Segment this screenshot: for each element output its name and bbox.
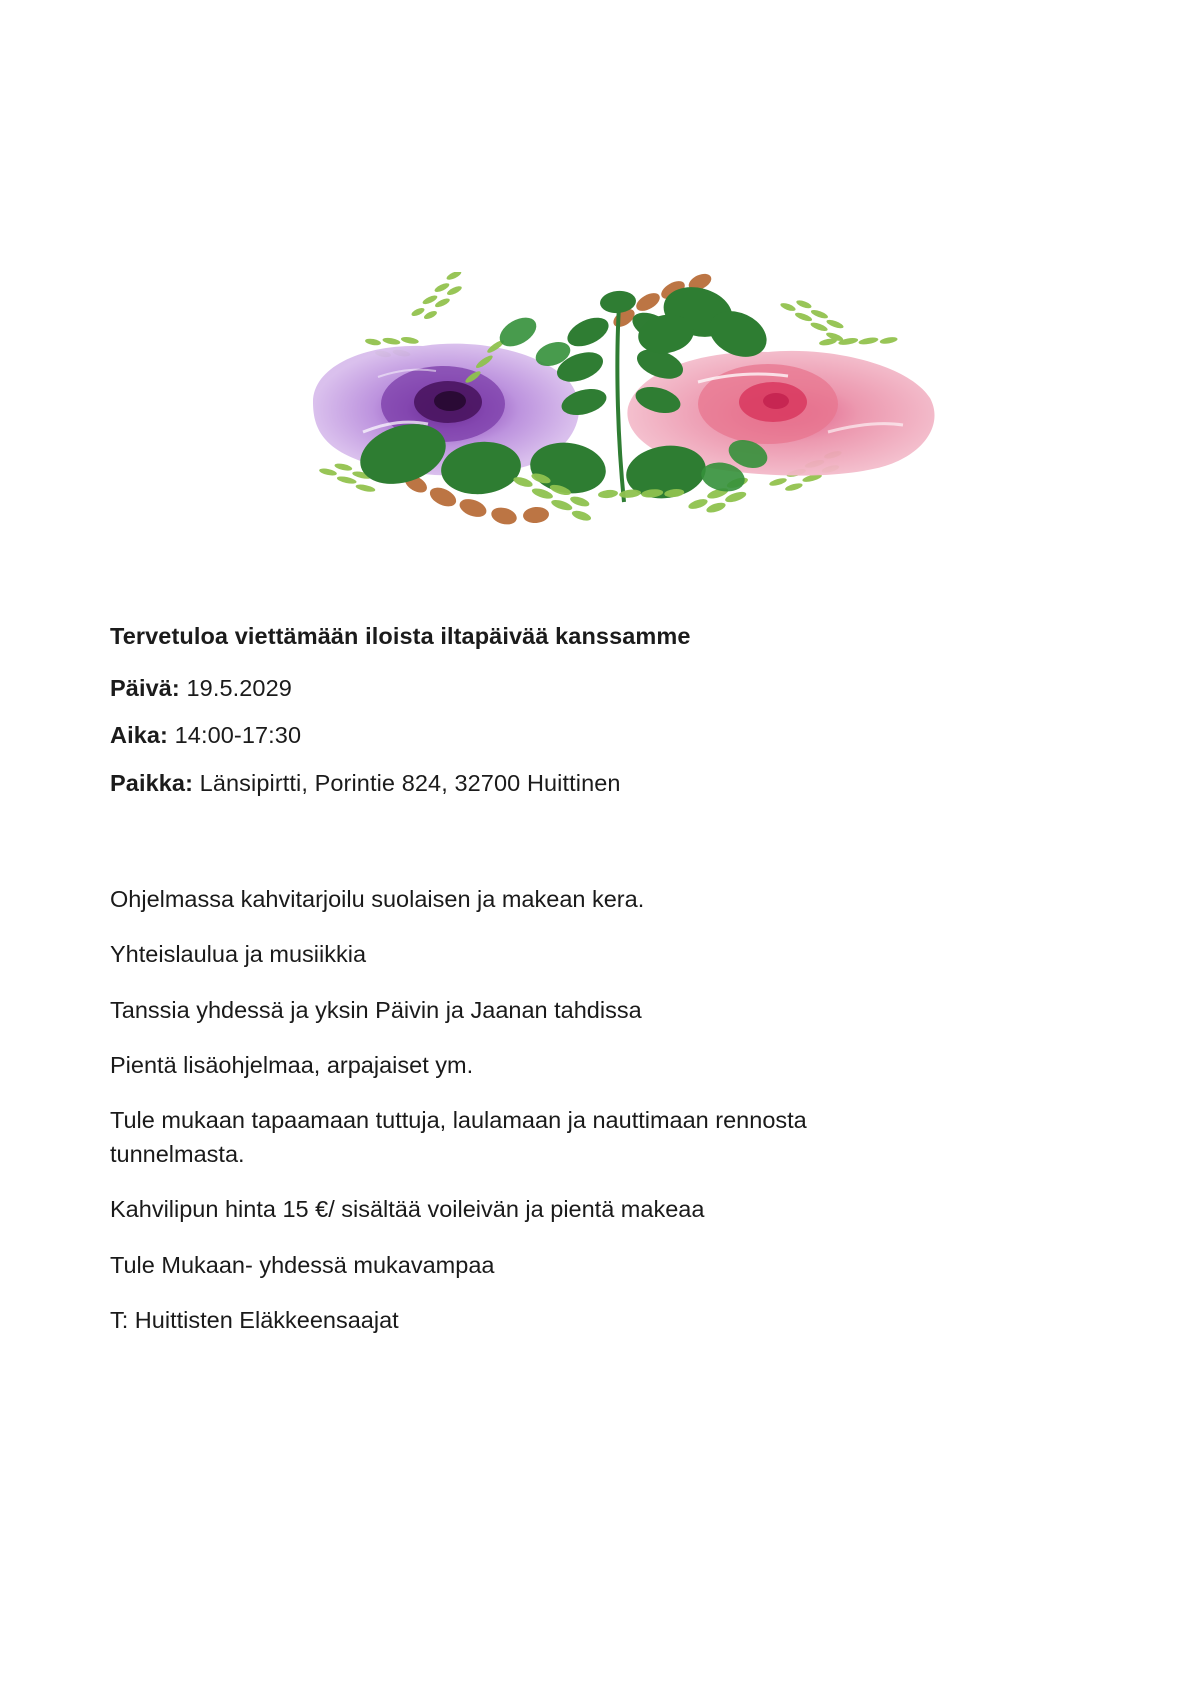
program-line: Yhteislaulua ja musiikkia: [110, 941, 367, 968]
invitation-text: [110, 625, 970, 1359]
program-signature: T: Huittisten Eläkkeensaajat: [110, 1306, 399, 1333]
program-line: Pientä lisäohjelmaa, arpajaiset ym.: [110, 1052, 474, 1079]
page-title: Tervetuloa viettämään iloista iltapäivää kanssamme: [110, 623, 691, 649]
detail-date: [110, 674, 970, 701]
detail-date-label: Päivä:: [110, 674, 180, 701]
detail-place-value: Länsipirtti, Porintie 824, 32700 Huittinen: [199, 769, 621, 796]
detail-place-label: Paikka:: [110, 769, 194, 796]
detail-date-value: 19.5.2029: [186, 674, 292, 701]
detail-time-value: 14:00-17:30: [174, 722, 302, 748]
watercolor-floral-arrangement-icon: [268, 272, 968, 562]
floral-illustration: [268, 272, 968, 562]
program-line: Kahvilipun hinta 15 €/ sisältää voileivän ja pientä makeaa: [110, 1196, 705, 1223]
detail-time: [110, 724, 970, 748]
detail-time-label: Aika:: [110, 722, 168, 748]
spacer: [110, 819, 970, 883]
program-line: Ohjelmassa kahvitarjoilu suolaisen ja makean kera.: [110, 886, 645, 912]
program-line: Tule Mukaan- yhdessä mukavampaa: [110, 1251, 495, 1278]
detail-place: [110, 769, 970, 796]
program-line: Tule mukaan tapaamaan tuttuja, laulamaan ja nauttimaan rennosta tunnelmasta.: [110, 1107, 807, 1167]
program-line: Tanssia yhdessä ja yksin Päivin ja Jaanan tahdissa: [110, 996, 642, 1023]
